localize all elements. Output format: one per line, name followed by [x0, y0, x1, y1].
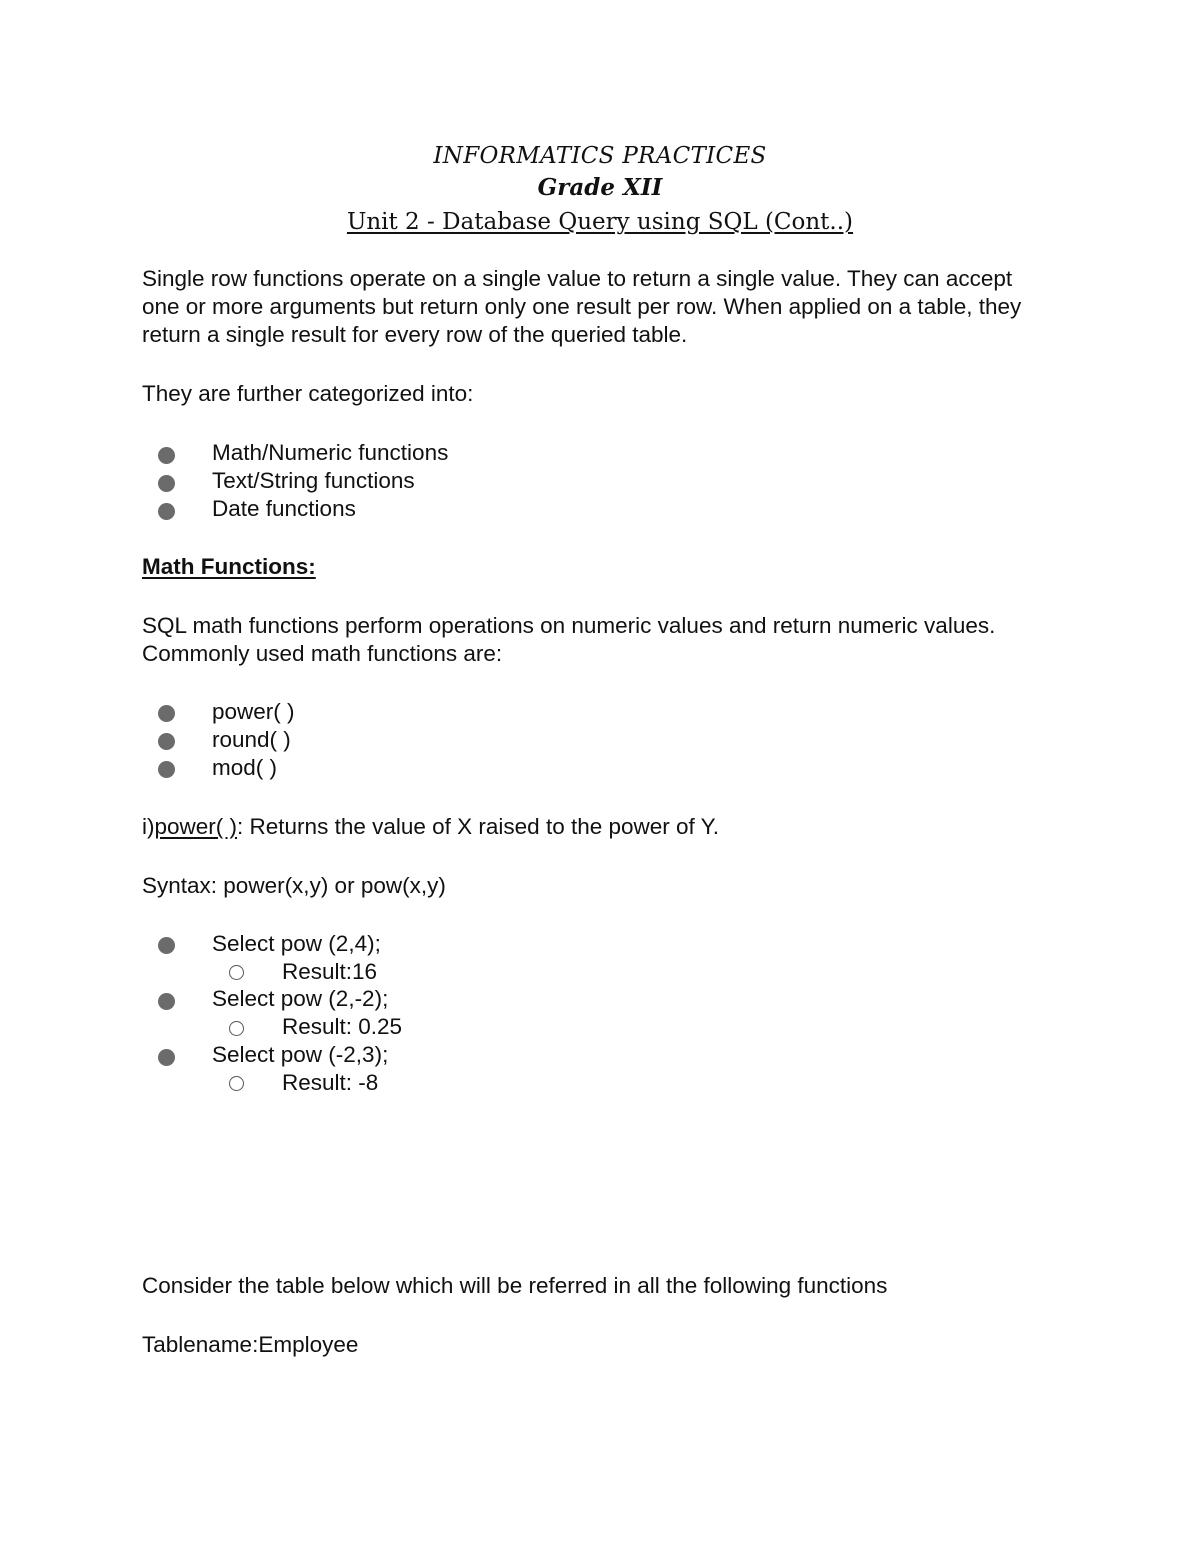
example-query: Select pow (2,4); — [212, 931, 381, 956]
math-function-item: round( ) — [212, 727, 291, 752]
example-result: Result: 0.25 — [282, 1014, 403, 1039]
bullet-icon — [158, 761, 175, 778]
math-desc-line-2: Commonly used math functions are: — [142, 641, 503, 666]
math-desc-line-1: SQL math functions perform operations on numeric values and return numeric values. — [142, 613, 996, 638]
categories-lead: They are further categorized into: — [142, 381, 474, 406]
category-item: Math/Numeric functions — [212, 440, 449, 465]
sub-bullet-icon — [229, 1021, 244, 1036]
table-reference-note: Consider the table below which will be referred in all the following functions — [142, 1273, 888, 1298]
category-item: Date functions — [212, 496, 356, 521]
example-query: Select pow (2,-2); — [212, 986, 389, 1011]
bullet-icon — [158, 1049, 175, 1066]
bullet-icon — [158, 447, 175, 464]
bullet-icon — [158, 705, 175, 722]
bullet-icon — [158, 937, 175, 954]
bullet-icon — [158, 993, 175, 1010]
sub-bullet-icon — [229, 1076, 244, 1091]
grade-label: Grade XII — [537, 174, 663, 201]
example-query: Select pow (-2,3); — [212, 1042, 389, 1067]
power-syntax: Syntax: power(x,y) or pow(x,y) — [142, 873, 446, 898]
sub-bullet-icon — [229, 965, 244, 980]
example-result: Result:16 — [282, 959, 378, 984]
power-function-name: power( ) — [154, 814, 238, 839]
intro-line-3: return a single result for every row of the queried table. — [142, 322, 688, 347]
math-functions-heading: Math Functions: — [142, 554, 316, 579]
category-item: Text/String functions — [212, 468, 415, 493]
power-prefix: i) — [142, 814, 155, 839]
table-name: Tablename:Employee — [142, 1332, 359, 1357]
intro-line-1: Single row functions operate on a single value to return a single value. They can accept — [142, 266, 1013, 291]
intro-line-2: one or more arguments but return only one result per row. When applied on a table, they — [142, 294, 1022, 319]
math-function-item: power( ) — [212, 699, 295, 724]
unit-heading: Unit 2 - Database Query using SQL (Cont..) — [346, 209, 854, 235]
math-function-item: mod( ) — [212, 755, 278, 780]
bullet-icon — [158, 475, 175, 492]
power-definition — [142, 813, 719, 841]
bullet-icon — [158, 733, 175, 750]
example-result: Result: -8 — [282, 1070, 379, 1095]
document-title: INFORMATICS PRACTICES — [433, 143, 767, 169]
power-description: : Returns the value of X raised to the power of Y. — [237, 814, 719, 839]
bullet-icon — [158, 503, 175, 520]
